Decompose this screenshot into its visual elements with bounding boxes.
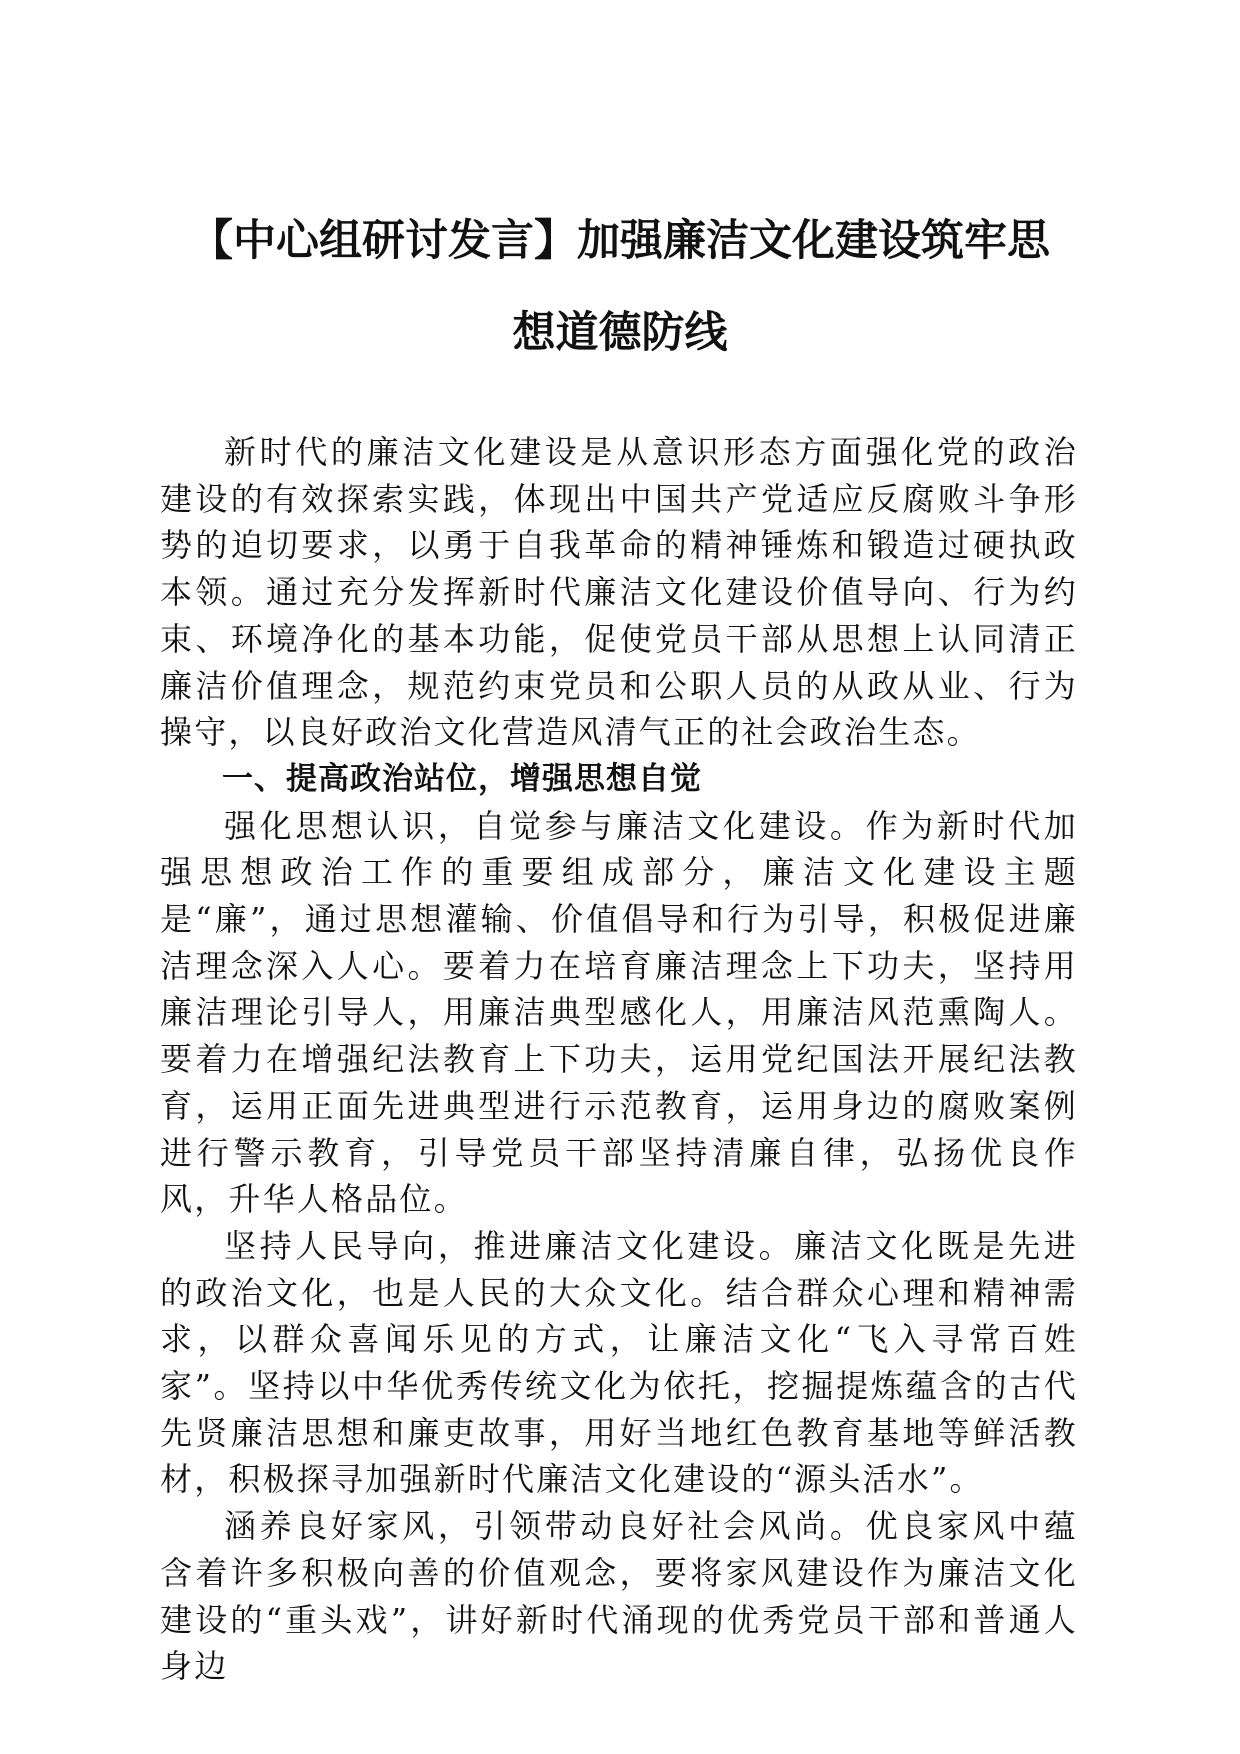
document-title-line-1: 【中心组研讨发言】加强廉洁文化建设筑牢思: [190, 216, 1050, 266]
section-heading: 一、提高政治站位，增强思想自觉: [222, 760, 702, 797]
paragraph: 坚持人民导向，推进廉洁文化建设。廉洁文化既是先进的政治文化，也是人民的大众文化。结合群众心理和精神需求，以群众喜闻乐见的方式，让廉洁文化“飞入寻常百姓家”。坚持以中华优秀传统文化为依托，挖掘提炼蕴含的古代先贤廉洁思想和廉吏故事，用好当地红色教育基地等鲜活教材，积极探寻加强新时代廉洁文化建设的“源头活水”。: [160, 1226, 1078, 1499]
paragraph-intro: 新时代的廉洁文化建设是从意识形态方面强化党的政治建设的有效探索实践，体现出中国共产党适应反腐败斗争形势的迫切要求，以勇于自我革命的精神锤炼和锻造过硬执政本领。通过充分发挥新时代廉洁文化建设价值导向、行为约束、环境净化的基本功能，促使党员干部从思想上认同清正廉洁价值理念，规范约束党员和公职人员的从政从业、行为操守，以良好政治文化营造风清气正的社会政治生态。: [160, 433, 1078, 752]
paragraph: 涵养良好家风，引领带动良好社会风尚。优良家风中蕴含着许多积极向善的价值观念，要将家风建设作为廉洁文化建设的“重头戏”，讲好新时代涌现的优秀党员干部和普通人身边: [160, 1507, 1078, 1686]
paragraph: 强化思想认识，自觉参与廉洁文化建设。作为新时代加强思想政治工作的重要组成部分，廉洁文化建设主题是“廉”，通过思想灌输、价值倡导和行为引导，积极促进廉洁理念深入人心。要着力在培育廉洁理念上下功夫，坚持用廉洁理论引导人，用廉洁典型感化人，用廉洁风范熏陶人。要着力在增强纪法教育上下功夫，运用党纪国法开展纪法教育，运用正面先进典型进行示范教育，运用身边的腐败案例进行警示教育，引导党员干部坚持清廉自律，弘扬优良作风，升华人格品位。: [160, 806, 1078, 1219]
document-title-line-2: 想道德防线: [512, 308, 728, 358]
document-body: [160, 429, 1078, 1690]
